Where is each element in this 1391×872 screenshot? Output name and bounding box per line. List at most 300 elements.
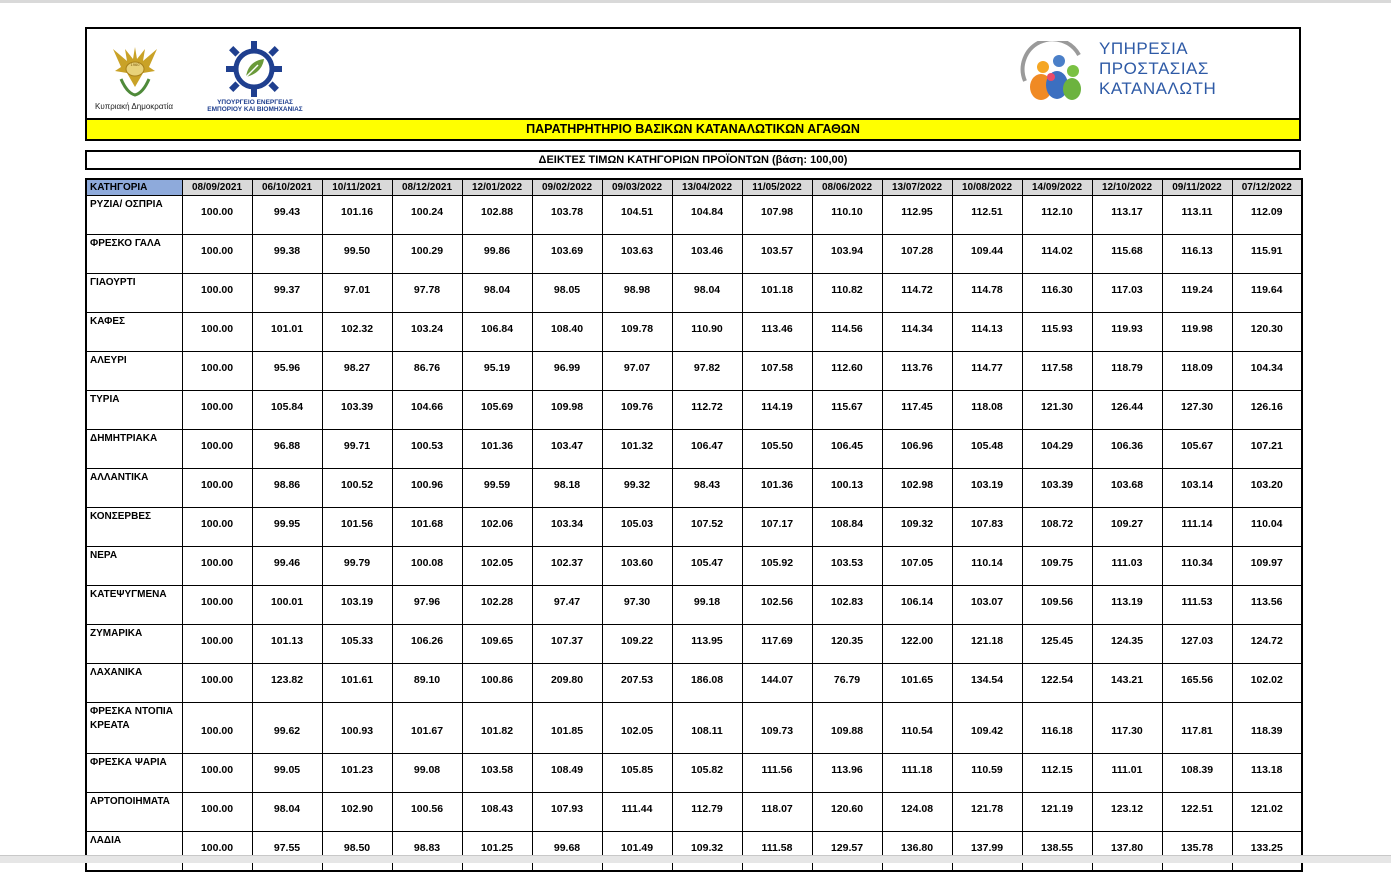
spacer-cell: [812, 777, 882, 793]
spacer-cell: [672, 816, 742, 832]
spacer-cell: [252, 531, 322, 547]
index-value-cell: 114.77: [952, 352, 1022, 376]
index-value-cell: 119.64: [1232, 274, 1302, 298]
spacer-cell: [1162, 258, 1232, 274]
spacer-cell: [1232, 297, 1302, 313]
spacer-cell: [602, 738, 672, 754]
spacer-cell: [252, 375, 322, 391]
index-value-cell: 118.79: [1092, 352, 1162, 376]
index-value-cell: 99.62: [252, 703, 322, 739]
category-cell: ΚΑΤΕΨΥΓΜΕΝΑ: [86, 586, 182, 610]
index-value-cell: 165.56: [1162, 664, 1232, 688]
index-value-cell: 109.22: [602, 625, 672, 649]
index-value-cell: 104.51: [602, 196, 672, 220]
spacer-cell: [1022, 531, 1092, 547]
spacer-cell: [532, 816, 602, 832]
index-value-cell: 114.13: [952, 313, 1022, 337]
spacer-cell: [1232, 687, 1302, 703]
row-spacer: [86, 816, 1302, 832]
spacer-cell: [392, 777, 462, 793]
row-spacer: [86, 414, 1302, 430]
spacer-cell: [952, 648, 1022, 664]
spacer-cell: [462, 453, 532, 469]
index-value-cell: 97.47: [532, 586, 602, 610]
spacer-cell: [182, 219, 252, 235]
spacer-cell: [602, 453, 672, 469]
index-value-cell: 110.90: [672, 313, 742, 337]
spacer-cell: [602, 219, 672, 235]
spacer-cell: [812, 738, 882, 754]
table-row: [86, 352, 1302, 376]
spacer-cell: [1092, 336, 1162, 352]
spacer-cell: [462, 738, 532, 754]
index-value-cell: 101.49: [602, 832, 672, 856]
spacer-cell: [322, 492, 392, 508]
row-spacer: [86, 531, 1302, 547]
spacer-cell: [252, 453, 322, 469]
category-cell: ΛΑΔΙΑ: [86, 832, 182, 856]
index-value-cell: 111.03: [1092, 547, 1162, 571]
spacer-cell: [672, 738, 742, 754]
spacer-cell: [392, 531, 462, 547]
spacer-cell: [672, 453, 742, 469]
index-value-cell: 97.07: [602, 352, 672, 376]
spacer-cell: [462, 648, 532, 664]
spacer-cell: [1092, 492, 1162, 508]
spacer-cell: [742, 816, 812, 832]
index-value-cell: 118.07: [742, 793, 812, 817]
category-cell: ΖΥΜΑΡΙΚΑ: [86, 625, 182, 649]
spacer-cell: [182, 453, 252, 469]
spacer-cell: [1162, 777, 1232, 793]
spacer-cell: [1022, 336, 1092, 352]
spacer-cell: [602, 531, 672, 547]
spacer-cell: [742, 531, 812, 547]
spacer-cell: [1162, 414, 1232, 430]
index-value-cell: 122.00: [882, 625, 952, 649]
spacer-cell: [812, 531, 882, 547]
category-cell: ΑΛΛΑΝΤΙΚΑ: [86, 469, 182, 493]
index-value-cell: 108.40: [532, 313, 602, 337]
spacer-cell: [86, 687, 182, 703]
index-value-cell: 100.00: [182, 625, 252, 649]
index-value-cell: 99.05: [252, 754, 322, 778]
index-value-cell: 125.45: [1022, 625, 1092, 649]
index-value-cell: 120.60: [812, 793, 882, 817]
spacer-cell: [1092, 297, 1162, 313]
spacer-cell: [252, 414, 322, 430]
index-value-cell: 102.06: [462, 508, 532, 532]
date-column-header: 08/12/2021: [392, 179, 462, 196]
index-value-cell: 101.68: [392, 508, 462, 532]
index-value-cell: 113.17: [1092, 196, 1162, 220]
index-value-cell: 103.57: [742, 235, 812, 259]
index-value-cell: 209.80: [532, 664, 602, 688]
index-value-cell: 103.94: [812, 235, 882, 259]
index-value-cell: 100.86: [462, 664, 532, 688]
category-cell: ΓΙΑΟΥΡΤΙ: [86, 274, 182, 298]
index-value-cell: 110.54: [882, 703, 952, 739]
ministry-gear-icon: [222, 39, 286, 99]
index-value-cell: 121.30: [1022, 391, 1092, 415]
spacer-cell: [1232, 738, 1302, 754]
index-value-cell: 112.60: [812, 352, 882, 376]
spacer-cell: [742, 375, 812, 391]
index-value-cell: 112.95: [882, 196, 952, 220]
spacer-cell: [952, 492, 1022, 508]
index-value-cell: 102.37: [532, 547, 602, 571]
spacer-cell: [952, 738, 1022, 754]
spacer-cell: [1092, 258, 1162, 274]
spacer-cell: [182, 531, 252, 547]
spacer-cell: [86, 219, 182, 235]
index-value-cell: 98.50: [322, 832, 392, 856]
spacer-cell: [952, 777, 1022, 793]
index-value-cell: 115.91: [1232, 235, 1302, 259]
spacer-cell: [672, 336, 742, 352]
svg-text:1960: 1960: [130, 62, 140, 67]
index-value-cell: 105.48: [952, 430, 1022, 454]
index-value-cell: 110.82: [812, 274, 882, 298]
index-value-cell: 107.28: [882, 235, 952, 259]
index-value-cell: 127.03: [1162, 625, 1232, 649]
date-column-header: 11/05/2022: [742, 179, 812, 196]
spacer-cell: [812, 648, 882, 664]
spacer-cell: [182, 777, 252, 793]
category-cell: ΛΑΧΑΝΙΚΑ: [86, 664, 182, 688]
index-value-cell: 102.88: [462, 196, 532, 220]
index-value-cell: 101.25: [462, 832, 532, 856]
index-value-cell: 100.00: [182, 313, 252, 337]
index-value-cell: 133.25: [1232, 832, 1302, 856]
spacer-cell: [532, 336, 602, 352]
index-value-cell: 100.52: [322, 469, 392, 493]
spacer-cell: [1162, 453, 1232, 469]
index-value-cell: 100.53: [392, 430, 462, 454]
index-value-cell: 113.18: [1232, 754, 1302, 778]
index-value-cell: 101.23: [322, 754, 392, 778]
spacer-cell: [392, 570, 462, 586]
index-value-cell: 101.82: [462, 703, 532, 739]
cyprus-coat-of-arms-icon: [105, 41, 165, 101]
spacer-cell: [532, 297, 602, 313]
spacer-cell: [952, 453, 1022, 469]
index-value-cell: 110.59: [952, 754, 1022, 778]
spacer-cell: [182, 738, 252, 754]
index-value-cell: 104.34: [1232, 352, 1302, 376]
spacer-cell: [1092, 738, 1162, 754]
index-value-cell: 101.36: [742, 469, 812, 493]
spacer-cell: [392, 816, 462, 832]
spacer-cell: [882, 375, 952, 391]
spacer-cell: [1232, 336, 1302, 352]
index-value-cell: 105.50: [742, 430, 812, 454]
spacer-cell: [1162, 375, 1232, 391]
spacer-cell: [252, 570, 322, 586]
spacer-cell: [86, 336, 182, 352]
index-value-cell: 102.05: [602, 703, 672, 739]
index-value-cell: 111.44: [602, 793, 672, 817]
index-value-cell: 110.04: [1232, 508, 1302, 532]
row-spacer: [86, 336, 1302, 352]
row-spacer: [86, 453, 1302, 469]
spacer-cell: [252, 609, 322, 625]
index-value-cell: 137.80: [1092, 832, 1162, 856]
index-value-cell: 115.93: [1022, 313, 1092, 337]
spacer-cell: [602, 648, 672, 664]
spacer-cell: [392, 687, 462, 703]
spacer-cell: [462, 375, 532, 391]
index-value-cell: 109.98: [532, 391, 602, 415]
index-value-cell: 98.27: [322, 352, 392, 376]
spacer-cell: [86, 648, 182, 664]
spacer-cell: [182, 258, 252, 274]
spacer-cell: [882, 648, 952, 664]
spacer-cell: [1162, 648, 1232, 664]
index-value-cell: 121.02: [1232, 793, 1302, 817]
index-value-cell: 106.47: [672, 430, 742, 454]
index-value-cell: 114.34: [882, 313, 952, 337]
index-value-cell: 103.39: [1022, 469, 1092, 493]
table-row: [86, 586, 1302, 610]
index-value-cell: 100.00: [182, 430, 252, 454]
spacer-cell: [1022, 219, 1092, 235]
spacer-cell: [952, 297, 1022, 313]
index-value-cell: 107.21: [1232, 430, 1302, 454]
index-value-cell: 124.72: [1232, 625, 1302, 649]
spacer-cell: [1092, 648, 1162, 664]
spacer-cell: [602, 375, 672, 391]
index-value-cell: 97.82: [672, 352, 742, 376]
index-value-cell: 101.01: [252, 313, 322, 337]
index-value-cell: 103.20: [1232, 469, 1302, 493]
spacer-cell: [1022, 375, 1092, 391]
index-value-cell: 100.00: [182, 586, 252, 610]
index-value-cell: 138.55: [1022, 832, 1092, 856]
index-value-cell: 105.84: [252, 391, 322, 415]
index-value-cell: 100.56: [392, 793, 462, 817]
index-value-cell: 114.56: [812, 313, 882, 337]
index-value-cell: 117.58: [1022, 352, 1092, 376]
spacer-cell: [1022, 492, 1092, 508]
spacer-cell: [882, 687, 952, 703]
index-value-cell: 99.08: [392, 754, 462, 778]
spacer-cell: [322, 375, 392, 391]
row-spacer: [86, 570, 1302, 586]
spacer-cell: [602, 492, 672, 508]
spacer-cell: [1022, 453, 1092, 469]
index-value-cell: 108.11: [672, 703, 742, 739]
spacer-cell: [182, 375, 252, 391]
index-value-cell: 105.92: [742, 547, 812, 571]
index-value-cell: 98.04: [672, 274, 742, 298]
index-value-cell: 96.88: [252, 430, 322, 454]
spacer-cell: [322, 531, 392, 547]
table-row: [86, 664, 1302, 688]
date-column-header: 08/09/2021: [182, 179, 252, 196]
index-value-cell: 108.72: [1022, 508, 1092, 532]
spacer-cell: [882, 336, 952, 352]
spacer-cell: [86, 609, 182, 625]
spacer-cell: [252, 492, 322, 508]
index-value-cell: 100.00: [182, 352, 252, 376]
date-column-header: 09/02/2022: [532, 179, 602, 196]
spacer-cell: [462, 777, 532, 793]
index-value-cell: 97.55: [252, 832, 322, 856]
spacer-cell: [672, 258, 742, 274]
spacer-cell: [182, 687, 252, 703]
index-value-cell: 113.11: [1162, 196, 1232, 220]
spacer-cell: [742, 297, 812, 313]
spacer-cell: [882, 219, 952, 235]
category-cell: ΑΛΕΥΡΙ: [86, 352, 182, 376]
spacer-cell: [672, 375, 742, 391]
index-value-cell: 109.32: [672, 832, 742, 856]
index-value-cell: 117.03: [1092, 274, 1162, 298]
index-value-cell: 116.18: [1022, 703, 1092, 739]
spacer-cell: [182, 609, 252, 625]
spacer-cell: [672, 777, 742, 793]
index-value-cell: 106.14: [882, 586, 952, 610]
spacer-cell: [462, 414, 532, 430]
spacer-cell: [252, 777, 322, 793]
spacer-cell: [532, 609, 602, 625]
spacer-cell: [812, 816, 882, 832]
spacer-cell: [1022, 816, 1092, 832]
spacer-cell: [532, 777, 602, 793]
index-value-cell: 103.19: [322, 586, 392, 610]
category-cell: ΚΟΝΣΕΡΒΕΣ: [86, 508, 182, 532]
spacer-cell: [672, 609, 742, 625]
index-value-cell: 103.14: [1162, 469, 1232, 493]
index-value-cell: 99.71: [322, 430, 392, 454]
index-value-cell: 113.76: [882, 352, 952, 376]
index-value-cell: 126.16: [1232, 391, 1302, 415]
index-value-cell: 97.96: [392, 586, 462, 610]
spacer-cell: [1092, 375, 1162, 391]
spacer-cell: [462, 570, 532, 586]
spacer-cell: [392, 297, 462, 313]
index-value-cell: 99.18: [672, 586, 742, 610]
spacer-cell: [462, 336, 532, 352]
spacer-cell: [602, 816, 672, 832]
spacer-cell: [252, 648, 322, 664]
index-value-cell: 103.69: [532, 235, 602, 259]
index-value-cell: 112.10: [1022, 196, 1092, 220]
index-value-cell: 104.66: [392, 391, 462, 415]
index-value-cell: 100.00: [182, 274, 252, 298]
index-value-cell: 99.37: [252, 274, 322, 298]
spacer-cell: [812, 219, 882, 235]
spacer-cell: [742, 336, 812, 352]
index-value-cell: 114.19: [742, 391, 812, 415]
spacer-cell: [952, 531, 1022, 547]
spacer-cell: [462, 492, 532, 508]
table-row: [86, 703, 1302, 739]
index-value-cell: 99.86: [462, 235, 532, 259]
index-value-cell: 114.72: [882, 274, 952, 298]
spacer-cell: [182, 297, 252, 313]
spacer-cell: [86, 414, 182, 430]
index-value-cell: 100.00: [182, 703, 252, 739]
row-spacer: [86, 258, 1302, 274]
index-value-cell: 100.00: [182, 832, 252, 856]
spacer-cell: [392, 609, 462, 625]
spacer-cell: [182, 336, 252, 352]
spacer-cell: [672, 297, 742, 313]
index-value-cell: 105.47: [672, 547, 742, 571]
spacer-cell: [742, 219, 812, 235]
category-cell: ΦΡΕΣΚΑ ΨΑΡΙΑ: [86, 754, 182, 778]
index-value-cell: 143.21: [1092, 664, 1162, 688]
spacer-cell: [812, 336, 882, 352]
index-value-cell: 100.00: [182, 235, 252, 259]
index-value-cell: 103.07: [952, 586, 1022, 610]
index-value-cell: 110.10: [812, 196, 882, 220]
spacer-cell: [812, 609, 882, 625]
spacer-cell: [742, 687, 812, 703]
index-value-cell: 186.08: [672, 664, 742, 688]
date-column-header: 10/11/2021: [322, 179, 392, 196]
spacer-cell: [182, 816, 252, 832]
spacer-cell: [86, 738, 182, 754]
index-value-cell: 99.46: [252, 547, 322, 571]
index-value-cell: 103.19: [952, 469, 1022, 493]
index-value-cell: 97.30: [602, 586, 672, 610]
document-header: [85, 27, 1301, 118]
index-value-cell: 101.67: [392, 703, 462, 739]
index-value-cell: 99.38: [252, 235, 322, 259]
index-value-cell: 106.36: [1092, 430, 1162, 454]
price-index-table: [85, 178, 1303, 872]
spacer-cell: [532, 492, 602, 508]
date-column-header: 12/10/2022: [1092, 179, 1162, 196]
report-subtitle: ΔΕΙΚΤΕΣ ΤΙΜΩΝ ΚΑΤΗΓΟΡΙΩΝ ΠΡΟΪΟΝΤΩΝ (βάση: 100,00): [85, 150, 1301, 170]
row-spacer: [86, 648, 1302, 664]
index-value-cell: 106.96: [882, 430, 952, 454]
spacer-cell: [322, 609, 392, 625]
index-value-cell: 116.30: [1022, 274, 1092, 298]
spacer-cell: [952, 258, 1022, 274]
spacer-cell: [1162, 492, 1232, 508]
index-value-cell: 117.45: [882, 391, 952, 415]
index-value-cell: 106.84: [462, 313, 532, 337]
index-value-cell: 114.02: [1022, 235, 1092, 259]
index-value-cell: 99.32: [602, 469, 672, 493]
date-column-header: 10/08/2022: [952, 179, 1022, 196]
table-row: [86, 793, 1302, 817]
spacer-cell: [672, 648, 742, 664]
index-value-cell: 111.01: [1092, 754, 1162, 778]
table-header-row: [86, 179, 1302, 196]
spacer-cell: [532, 687, 602, 703]
index-value-cell: 89.10: [392, 664, 462, 688]
index-value-cell: 105.33: [322, 625, 392, 649]
index-value-cell: 121.19: [1022, 793, 1092, 817]
spacer-cell: [1092, 687, 1162, 703]
index-value-cell: 137.99: [952, 832, 1022, 856]
spacer-cell: [882, 258, 952, 274]
index-value-cell: 105.67: [1162, 430, 1232, 454]
table-row: [86, 625, 1302, 649]
spacer-cell: [392, 738, 462, 754]
spacer-cell: [462, 297, 532, 313]
index-value-cell: 122.54: [1022, 664, 1092, 688]
spacer-cell: [86, 297, 182, 313]
spacer-cell: [532, 258, 602, 274]
index-value-cell: 113.96: [812, 754, 882, 778]
index-value-cell: 109.73: [742, 703, 812, 739]
